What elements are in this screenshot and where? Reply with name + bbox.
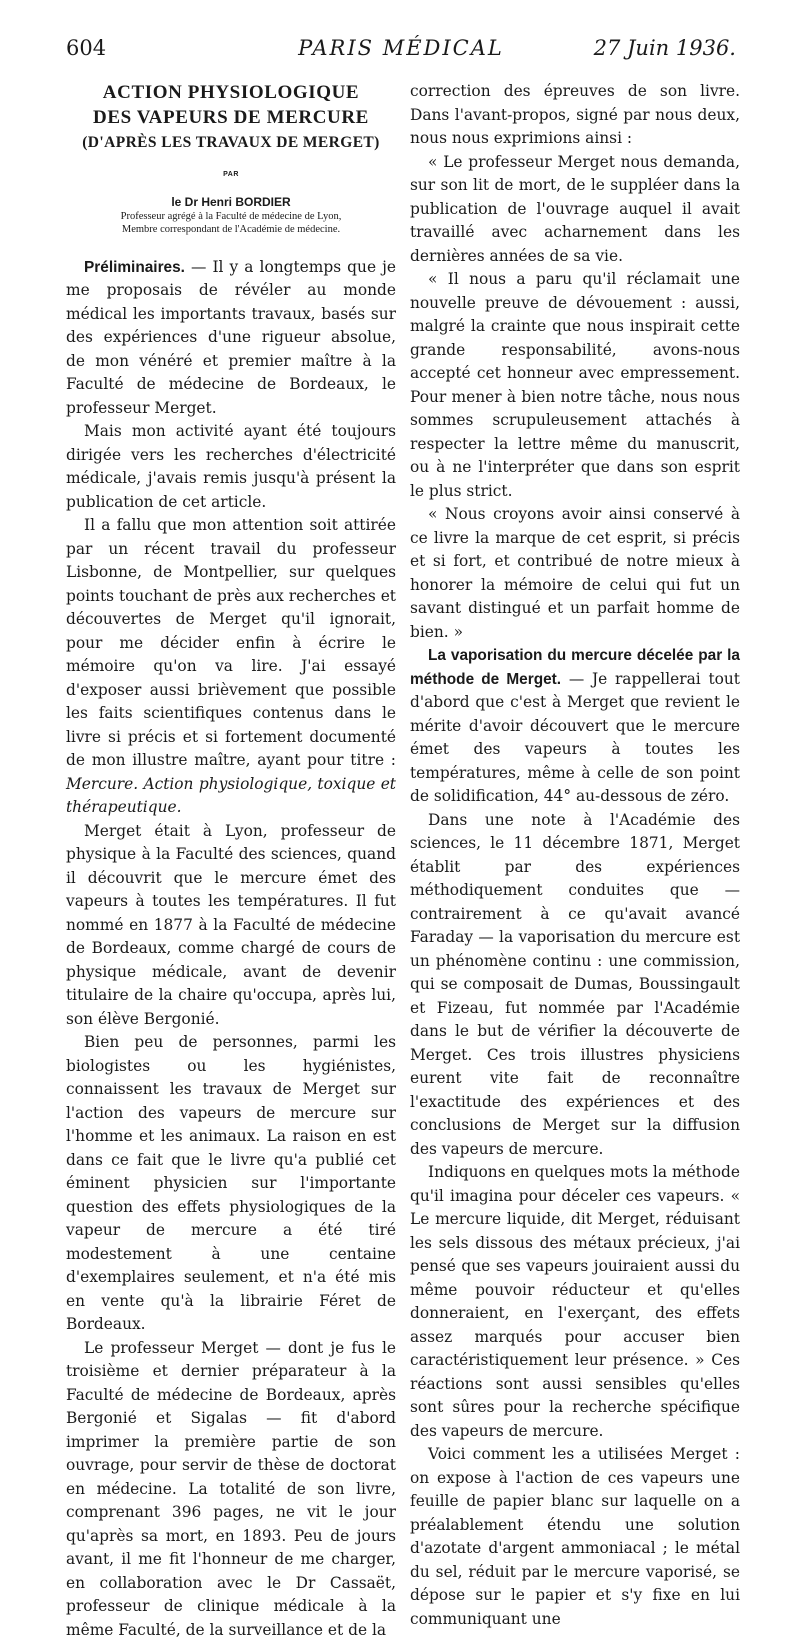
quote-paragraph: « Nous croyons avoir ainsi conservé à ce livre la marque de cet esprit, si précis et si fort, et contribué de notre mieux à honorer la mémoire de celui qui fut un savant distingué et un parfait homme de bien. »: [410, 503, 740, 644]
paragraph: Indiquons en quelques mots la méthode qu'il imagina pour déceler ces vapeurs. « Le mercure liquide, dit Merget, réduisant les sels dissous des métaux précieux, j'ai pensé que ses vapeurs jouiraient aussi du même pouvoir réducteur et qu'elles donneraient, en l'exerçant, des effets assez marqués pour accuser bien caractéristiquement leur présence. » Ces réactions sont aussi sensibles qu'elles sont sûres pour la recherche spécifique des vapeurs de mercure.: [410, 1161, 740, 1443]
affiliation-line-2: Membre correspondant de l'Académie de médecine.: [66, 223, 396, 236]
paragraph: correction des épreuves de son livre. Dans l'avant-propos, signé par nous deux, nous nous exprimions ainsi :: [410, 80, 740, 151]
journal-title: PARIS MÉDICAL: [66, 36, 736, 60]
paragraph-text: — Il y a longtemps que je me proposais de révéler au monde médical les importants travaux, basés sur des expériences d'une rigueur absolue, de mon vénéré et premier maître à la Faculté de médecine de Bordeaux, le professeur Merget.: [66, 258, 396, 417]
article-subtitle: (D'APRÈS LES TRAVAUX DE MERGET): [66, 131, 396, 155]
paragraph: Bien peu de personnes, parmi les biologistes ou les hygiénistes, connaissent les travaux de Merget sur l'action des vapeurs de mercure sur l'homme et les animaux. La raison en est dans ce fait que le livre qu'a publié cet éminent physicien sur l'importante question des effets physiologiques de la vapeur de mercure a été tiré modestement à une centaine d'exemplaires seulement, et n'a été mis en vente qu'à la librairie Féret de Bordeaux.: [66, 1031, 396, 1337]
paragraph: [66, 256, 396, 421]
issue-date: 27 Juin 1936.: [594, 36, 736, 60]
paragraph: [410, 644, 740, 809]
paragraph: Mais mon activité ayant été toujours dirigée vers les recherches d'électricité médicale, j'avais remis jusqu'à présent la publication de cet article.: [66, 420, 396, 514]
author-affiliation: [66, 210, 396, 236]
paragraph: Merget était à Lyon, professeur de physique à la Faculté des sciences, quand il découvrit que le mercure émet des vapeurs à toutes les températures. Il fut nommé en 1877 à la Faculté de médecine de Bordeaux, comme chargé de cours de physique médicale, avant de devenir titulaire de la chaire qu'occupa, après lui, son élève Bergonié.: [66, 820, 396, 1032]
paragraph-text: Il a fallu que mon attention soit attirée par un récent travail du professeur Lisbonne, de Montpellier, sur quelques points touchant de près aux recherches et découvertes de Merget qu'il ignorait, pour me décider enfin à écrire le mémoire qu'on va lire. J'ai essayé d'exposer aussi brièvement que possible les faits scientifiques contenus dans le livre si précis et si fortement documenté de mon illustre maître, ayant pour titre :: [66, 516, 396, 769]
left-column: [66, 80, 396, 1642]
paragraph: Voici comment les a utilisées Merget : on expose à l'action de ces vapeurs une feuille de papier blanc sur laquelle on a préalablement étendu une solution d'azotate d'argent ammoniacal ; le métal du sel, réduit par le mercure vaporisé, se dépose sur le papier et s'y fixe en lui communiquant une: [410, 1443, 740, 1631]
paragraph: Le professeur Merget — dont je fus le troisième et dernier préparateur à la Faculté de médecine de Bordeaux, après Bergonié et Sigalas — fit d'abord imprimer la première partie de son ouvrage, pour servir de thèse de doctorat en médecine. La totalité de son livre, comprenant 396 pages, ne vit le jour qu'après sa mort, en 1893. Peu de jours avant, il me fit l'honneur de me charger, en collaboration avec le Dr Cassaët, professeur de clinique médicale à la même Faculté, de la surveillance et de la: [66, 1337, 396, 1642]
paragraph-text: — Je rappellerai tout d'abord que c'est à Merget que revient le mérite d'avoir découvert que le mercure émet des vapeurs à toutes les températures, même à celle de son point de solidification, 44° au-dessous de zéro.: [410, 670, 740, 806]
quote-paragraph: « Il nous a paru qu'il réclamait une nouvelle preuve de dévouement : aussi, malgré la crainte que nous inspirait cette grande responsabilité, avons-nous accepté cet honneur avec empressement. Pour mener à bien notre tâche, nous nous sommes scrupuleusement attachés à respecter la lettre même du manuscrit, ou à ne l'interpréter que dans son esprit le plus strict.: [410, 268, 740, 503]
paragraph: [66, 514, 396, 820]
article-title-line-2: DES VAPEURS DE MERCURE: [66, 105, 396, 130]
section-heading-preliminaires: Préliminaires.: [84, 259, 185, 276]
right-column: [410, 80, 740, 1631]
book-title: Mercure. Action physiologique, toxique et thérapeutique.: [66, 775, 396, 817]
byline-par: PAR: [66, 163, 396, 187]
page-number: 604: [66, 36, 106, 60]
section-heading-vaporisation: La vaporisation du mercure décelée par la méthode de Merget.: [410, 647, 740, 688]
affiliation-line-1: Professeur agrégé à la Faculté de médecine de Lyon,: [66, 210, 396, 223]
author-name: le Dr Henri BORDIER: [66, 195, 396, 210]
page-header: [66, 36, 736, 70]
quote-paragraph: « Le professeur Merget nous demanda, sur son lit de mort, de le suppléer dans la publication de l'ouvrage auquel il avait travaillé avec acharnement dans les dernières années de sa vie.: [410, 151, 740, 269]
article-title-line-1: ACTION PHYSIOLOGIQUE: [66, 80, 396, 105]
paragraph: Dans une note à l'Académie des sciences, le 11 décembre 1871, Merget établit par des expériences méthodiquement conduites que — contrairement à ce qu'avait avancé Faraday — la vaporisation du mercure est un phénomène continu : une commission, qui se composait de Dumas, Boussingault et Fizeau, fut nommée par l'Académie dans le but de vérifier la découverte de Merget. Ces trois illustres physiciens eurent vite fait de reconnaître l'exactitude des expériences et des conclusions de Merget sur la diffusion des vapeurs de mercure.: [410, 809, 740, 1162]
